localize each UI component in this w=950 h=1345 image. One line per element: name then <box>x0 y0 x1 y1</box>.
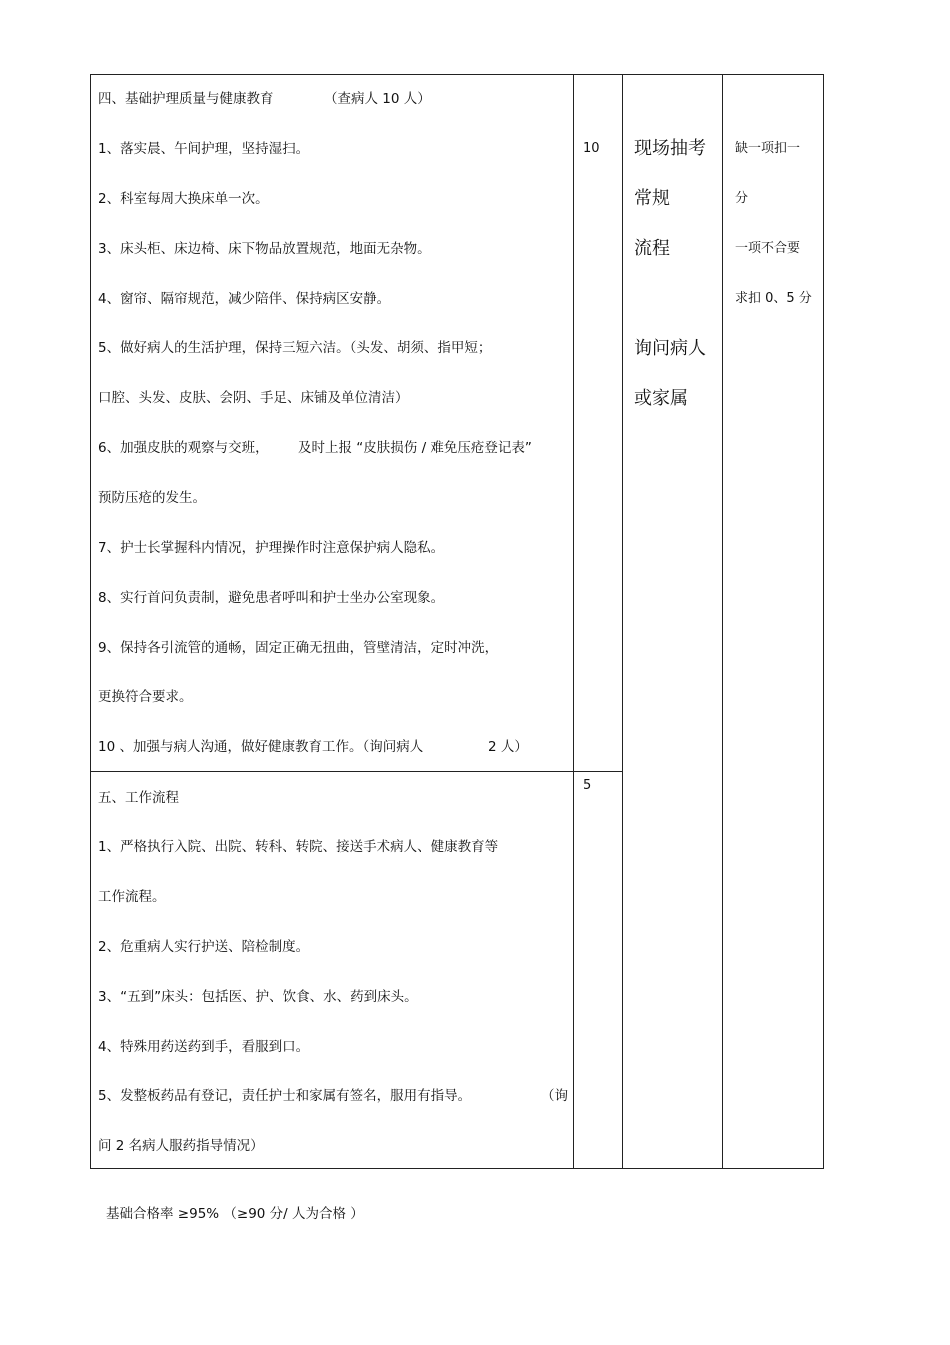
section4-item: 2、科室每周大换床单一次。 <box>98 191 269 207</box>
section4-item: 口腔、头发、皮肤、会阴、手足、床铺及单位清洁） <box>98 390 409 406</box>
row-divider <box>90 771 622 772</box>
section4-item: 预防压疮的发生。 <box>98 490 206 506</box>
section4-item: 2 人） <box>488 739 528 755</box>
section4-score: 10 <box>583 141 600 156</box>
method-text: 或家属 <box>634 388 688 409</box>
section4-item: 7、护士长掌握科内情况，护理操作时注意保护病人隐私。 <box>98 540 445 556</box>
section4-item: 10 、加强与病人沟通，做好健康教育工作。（询问病人 <box>98 739 424 755</box>
section4-item: 更换符合要求。 <box>98 689 193 705</box>
deduct-text: 缺一项扣一 <box>735 141 801 156</box>
deduct-text: 一项不合要 <box>735 241 801 256</box>
table-right-border <box>823 74 824 1169</box>
section5-item: 4、特殊用药送药到手，看服到口。 <box>98 1039 310 1055</box>
section4-item: 8、实行首问负责制，避免患者呼叫和护士坐办公室现象。 <box>98 590 445 606</box>
section5-item: 5、发整板药品有登记，责任护士和家属有签名，服用有指导。 <box>98 1088 472 1104</box>
table-bottom-border <box>90 1168 824 1169</box>
section4-item: 1、落实晨、午间护理，坚持湿扫。 <box>98 141 310 157</box>
deduct-text: 分 <box>735 191 749 206</box>
section4-item: 及时上报 “皮肤损伤 / 难免压疮登记表” <box>298 440 532 456</box>
section5-item: 1、严格执行入院、出院、转科、转院、接送手术病人、健康教育等 <box>98 839 499 855</box>
section5-title: 五、工作流程 <box>98 790 179 806</box>
section4-item: 5、做好病人的生活护理，保持三短六洁。（头发、胡须、指甲短； <box>98 340 492 356</box>
method-text: 询问病人 <box>634 338 706 359</box>
column-divider-method <box>622 74 623 1169</box>
method-text: 现场抽考 <box>634 138 706 159</box>
section5-item: 工作流程。 <box>98 889 166 905</box>
column-divider-score <box>573 74 574 1169</box>
section5-item: 3、“五到”床头：包括医、护、饮食、水、药到床头。 <box>98 989 418 1005</box>
section5-item: （询 <box>541 1088 568 1104</box>
column-divider-deduct <box>722 74 723 1169</box>
section4-item: 6、加强皮肤的观察与交班， <box>98 440 269 456</box>
section4-check-note: （查病人 10 人） <box>324 91 431 107</box>
section5-score: 5 <box>583 778 592 793</box>
section5-item: 问 2 名病人服药指导情况） <box>98 1138 264 1154</box>
section5-item: 2、危重病人实行护送、陪检制度。 <box>98 939 310 955</box>
section4-item: 9、保持各引流管的通畅，固定正确无扭曲，管壁清洁，定时冲洗， <box>98 640 499 656</box>
section4-item: 4、窗帘、隔帘规范，减少陪伴、保持病区安静。 <box>98 291 391 307</box>
method-text: 常规 <box>634 188 670 209</box>
section4-item: 3、床头柜、床边椅、床下物品放置规范，地面无杂物。 <box>98 241 431 257</box>
section4-title: 四、基础护理质量与健康教育 <box>98 91 274 107</box>
pass-rate-note: 基础合格率 ≥95% （≥90 分/ 人为合格 ） <box>106 1206 364 1222</box>
method-text: 流程 <box>634 238 670 259</box>
deduct-text: 求扣 0、5 分 <box>735 291 812 306</box>
table-left-border <box>90 74 91 1169</box>
table-top-border <box>90 74 824 75</box>
